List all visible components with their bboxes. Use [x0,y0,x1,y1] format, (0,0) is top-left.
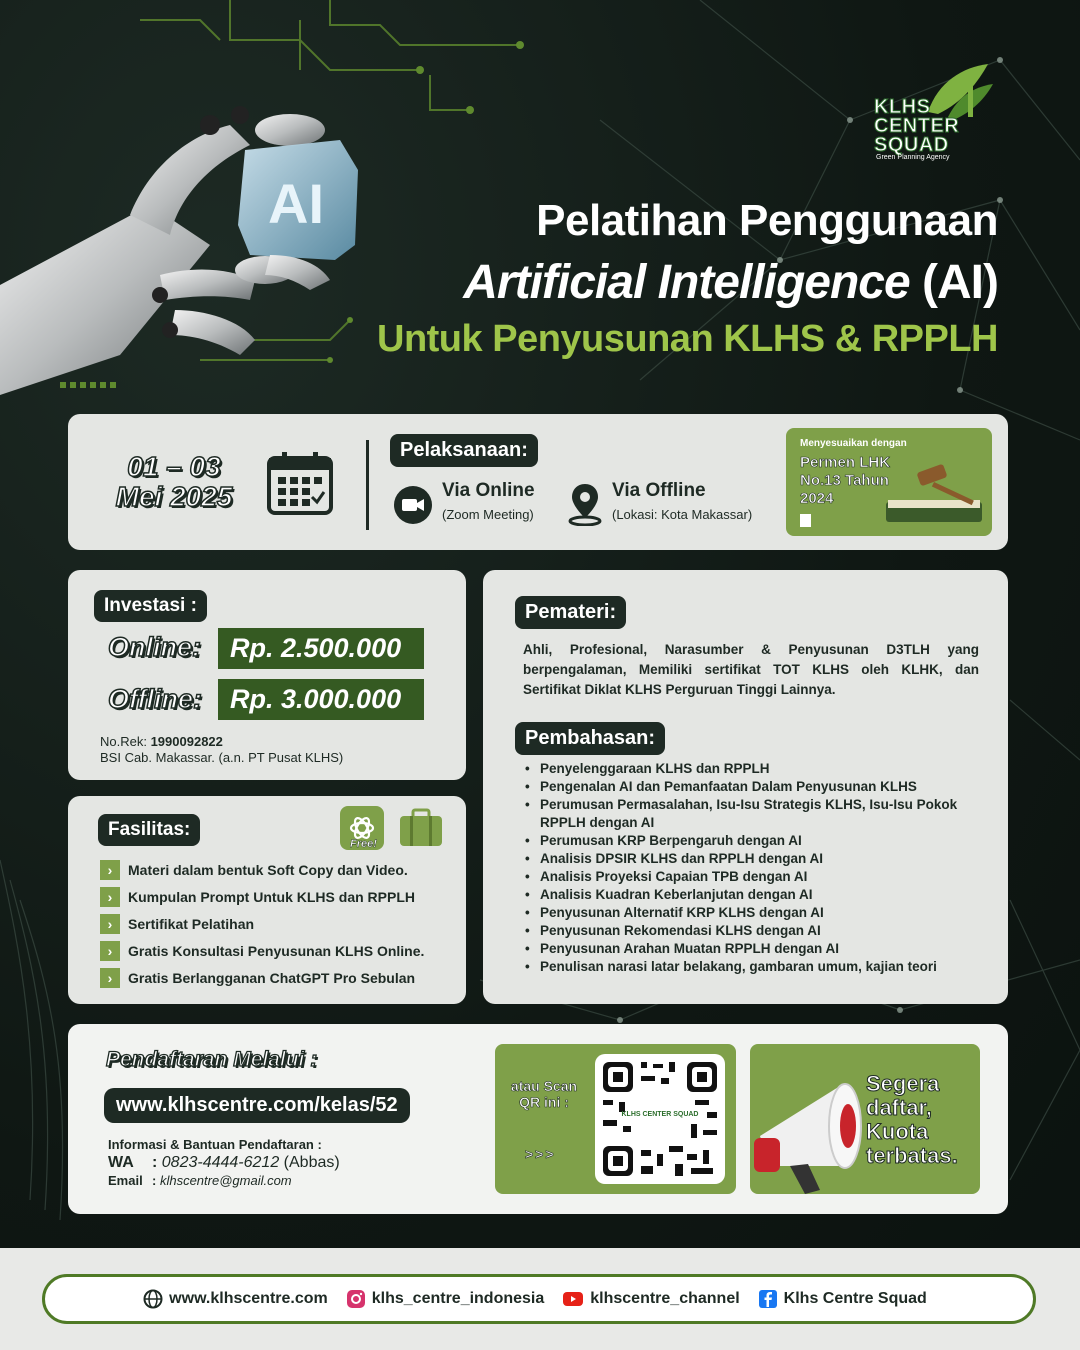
footer-facebook[interactable] [758,1289,927,1309]
list-item: • Analisis Kuadran Keberlanjutan dengan AI [523,886,993,904]
qr-code[interactable] [595,1054,725,1184]
offline-price-label: Offline: [108,684,202,714]
list-item: • Analisis Proyeksi Capaian TPB dengan AI [523,868,993,886]
email-address[interactable]: klhscentre@gmail.com [159,1173,292,1188]
logo-subtitle: Green Planning Agency [876,154,950,161]
title-line-3: Untuk Penyusunan KLHS & RPPLH [377,318,998,360]
pendaftaran-panel [68,1024,1008,1214]
free-label: Free! [350,838,377,850]
qr-prompt: atau Scan QR ini : [510,1078,578,1110]
investasi-label: Investasi : [94,590,207,622]
bank-account-info [100,734,343,766]
online-price-label: Online: [108,632,201,662]
list-item-text: Sertifikat Pelatihan [128,915,255,932]
location-pin-icon [566,482,604,526]
qr-arrows: >>> [525,1146,556,1162]
list-item: • Perumusan KRP Berpengaruh dengan AI [523,832,993,850]
pemateri-label: Pemateri: [515,596,626,629]
wa-name: (Abbas) [283,1154,340,1171]
info-label: Informasi & Bantuan Pendaftaran : [108,1137,322,1152]
list-item: • Penyusunan Arahan Muatan RPPLH dengan AI [523,940,993,958]
investasi-panel [68,570,466,780]
website-text: www.klhscentre.com [169,1290,328,1307]
bank-name: BSI Cab. Makassar. (a.n. PT Pusat KLHS) [100,750,344,765]
megaphone-icon [750,1066,870,1194]
online-title: Via Online [442,480,535,501]
permen-pretext: Menyesuaikan dengan [800,438,907,449]
logo-text: KLHS CENTER SQUAD [874,96,960,156]
contact-info [108,1136,340,1190]
youtube-text: klhscentre_channel [590,1290,740,1307]
pelaksanaan-label: Pelaksanaan: [390,434,538,467]
date-line-1: 01 – 03 [127,451,221,482]
wa-number[interactable]: 0823-4444-6212 [161,1154,280,1171]
facebook-text: Klhs Centre Squad [783,1290,927,1307]
chevron-right-icon: › [100,887,120,907]
permen-badge [786,428,992,536]
event-date [104,452,244,512]
calendar-icon [266,450,334,516]
klhs-logo [868,62,998,167]
list-item: • Pengenalan AI dan Pemanfaatan Dalam Penyusunan KLHS [523,778,993,796]
footer-website[interactable] [143,1289,328,1309]
title-ai-italic: Artificial Intelligence [463,256,910,309]
offline-subtitle: (Lokasi: Kota Makassar) [612,507,753,522]
online-subtitle: (Zoom Meeting) [442,507,534,522]
footer-social-bar [42,1274,1036,1324]
list-item [100,910,424,937]
pembahasan-list [523,760,993,976]
rek-number: 1990092822 [150,734,223,749]
list-item [100,937,424,964]
title-line-2 [463,255,998,310]
title-line-1: Pelatihan Penggunaan [536,196,998,245]
permen-marker [800,514,811,527]
list-item-text: Gratis Berlangganan ChatGPT Pro Sebulan [128,969,416,986]
video-camera-icon [394,486,432,524]
chevron-right-icon: › [100,968,120,988]
chevron-right-icon: › [100,941,120,961]
qr-logo-text: KLHS CENTER SQUAD [621,1111,699,1118]
schedule-panel [68,414,1008,550]
title-ai-rest: (AI) [909,256,998,309]
ai-chip-label: AI [268,172,324,235]
offline-title: Via Offline [612,480,706,501]
briefcase-icon [398,808,444,848]
date-line-2: Mei 2025 [115,481,233,512]
pemateri-panel [483,570,1008,1004]
list-item: • Penulisan narasi latar belakang, gambaran umum, kajian teori [523,958,993,976]
list-item-text: Materi dalam bentuk Soft Copy dan Video. [128,861,408,878]
list-item-text: Kumpulan Prompt Untuk KLHS dan RPPLH [128,888,415,905]
list-item: • Analisis DPSIR KLHS dan RPPLH dengan AI [523,850,993,868]
qr-section [495,1044,736,1194]
rek-label: No.Rek: [100,734,151,749]
offline-price: Rp. 3.000.000 [218,679,424,720]
list-item: • Penyusunan Rekomendasi KLHS dengan AI [523,922,993,940]
pemateri-text: Ahli, Profesional, Narasumber & Penyusunan D3TLH yang berpengalaman, Memiliki sertifikat TOT KLHS oleh KLHK, dan Sertifikat Diklat KLHS Perguruan Tinggi Lainnya. [523,642,979,697]
divider [366,440,369,530]
list-item [100,964,424,991]
list-item: • Perumusan Permasalahan, Isu-Isu Strategis KLHS, Isu-Isu Pokok RPPLH dengan AI [523,796,993,832]
fasilitas-label: Fasilitas: [98,814,200,846]
pembahasan-label: Pembahasan: [515,722,665,755]
list-item: • Penyusunan Alternatif KRP KLHS dengan AI [523,904,993,922]
list-item: • Penyelenggaraan KLHS dan RPPLH [523,760,993,778]
footer-instagram[interactable] [346,1289,545,1309]
pendaftaran-label: Pendaftaran Melalui : [106,1048,318,1071]
wa-label: WA [108,1154,134,1171]
chevron-right-icon: › [100,914,120,934]
permen-text: Permen LHK No.13 Tahun 2024 [800,454,891,507]
footer-youtube[interactable] [562,1289,739,1309]
gavel-book-icon [878,460,988,530]
instagram-icon [346,1289,366,1309]
list-item [100,856,424,883]
robot-hand-illustration [0,95,370,395]
email-line: Email : klhscentre@gmail.com [108,1173,292,1188]
list-item [100,883,424,910]
facebook-icon [758,1289,778,1309]
globe-icon [143,1289,163,1309]
chevron-right-icon: › [100,860,120,880]
registration-link[interactable]: www.klhscentre.com/kelas/52 [104,1088,410,1123]
youtube-icon [562,1289,584,1309]
cta-banner [750,1044,980,1194]
cta-text: Segera daftar, Kuota terbatas. [866,1071,958,1168]
list-item-text: Gratis Konsultasi Penyusunan KLHS Online. [128,942,425,959]
email-label: Email [108,1173,143,1188]
fasilitas-list [100,856,424,991]
online-price: Rp. 2.500.000 [218,628,424,669]
instagram-text: klhs_centre_indonesia [371,1290,545,1307]
whatsapp-line: WA : 0823-4444-6212 (Abbas) [108,1154,340,1171]
fasilitas-panel [68,796,466,1004]
